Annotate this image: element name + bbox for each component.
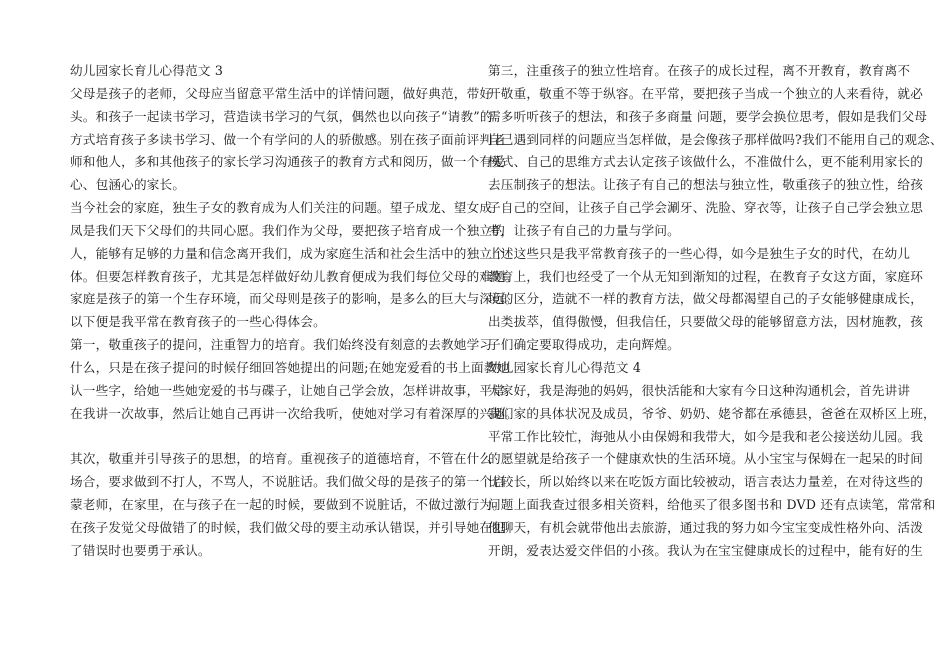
text-line: 去压制孩子的想法。让孩子有自己的想法与独立性，敬重孩子的独立性，给孩 [488,177,923,193]
text-line: 了错误时也要勇于承认。 [70,542,211,558]
text-line: 的愿望就是给孩子一个健康欢快的生活环境。从小宝宝与保姆在一起呆的时间 [488,451,923,467]
text-line: 头。和孩子一起读书学习，营造读书学习的气氛，偶然也以向孩子“请教”的 [70,108,493,124]
text-line: 我们家的具体状况及成员，爷爷、奶奶、姥爷都在承德县，爸爸在双桥区上班， [488,405,936,421]
text-line: 上述这些只是我平常教育孩子的一些心得，如今是独生子女的时代，在幼儿 [488,245,911,261]
text-line: 问题上面我查过很多相关资料，给他买了很多图书和 DVD 还有点读笔，常常和 [488,497,936,513]
text-line: 自己遇到同样的问题应当怎样做，是会像孩子那样做吗?我们不能用自己的观念、 [488,131,943,147]
text-line: 当今社会的家庭，独生子女的教育成为人们关注的问题。望子成龙、望女成 [70,200,493,216]
text-line: 以下便是我平常在教育孩子的一些心得体会。 [70,314,326,330]
text-line: 第三，注重孩子的独立性培育。在孩子的成长过程，离不开教育，教育离不 [488,63,911,78]
text-line: 其次，敬重并引导孩子的思想，的培育。重视孩子的道德培育，不管在什么 [70,451,493,467]
text-line: 家庭是孩子的第一个生存环境，而父母则是孩子的影响，是多么的巨大与深远。 [70,291,518,307]
text-line: 教育上，我们也经受了一个从无知到渐知的过程，在教育子女这方面，家庭环 [488,268,923,284]
text-line: 需多听听孩子的想法，和孩子多商量 问题，要学会换位思考，假如是我们父母 [488,108,928,124]
text-line: 子们确定要取得成功，走向辉煌。 [488,337,680,353]
text-line: 父母是孩子的老师，父母应当留意平常生活中的详情问题，做好典范，带好 [70,85,493,101]
text-line: 在孩子发觉父母做错了的时候，我们做父母的要主动承认错误，并引导她在犯 [70,519,505,535]
text-line: 他聊天，有机会就带他出去旅游，通过我的努力如今宝宝变成性格外向、活泼 [488,519,923,535]
text-line: 比较长，所以始终以来在吃饭方面比较被动，语言表达力量差，在对待这些的 [488,474,923,490]
text-line: 境的区分，造就不一样的教育方法，做父母都渴望自己的子女能够健康成长， [488,291,923,307]
text-line: 开朗，爱表达爱交伴侣的小孩。我认为在宝宝健康成长的过程中，能有好的生 [488,542,923,558]
text-line: 幼儿园家长育儿心得范文 4 [488,359,642,375]
text-line: 认一些字，给她一些她宠爱的书与碟子，让她自己学会放，怎样讲故事，平常 [70,382,505,398]
text-line: 方式培育孩子多读书学习、做一个有学问的人的骄傲感。别在孩子面前评判老 [70,131,505,147]
text-line: 平常工作比较忙，海弛从小由保姆和我带大，如今是我和老公接送幼儿园。我 [488,428,923,444]
text-line: 蒙老师，在家里，在与孩子在一起的时候，要做到不说脏话，不做过激行为。 [70,497,505,513]
text-line: 场合，要求做到不打人，不骂人，不说脏话。我们做父母的是孩子的第一个启 [70,474,505,490]
blank-line [70,426,462,449]
text-line: 幼儿园家长育儿心得范文 3 [70,63,224,78]
text-line: 心、包涵心的家长。 [70,177,186,193]
text-line: 出类拔萃，值得傲慢，但我信任，只要做父母的能够留意方法，因材施教，孩 [488,314,923,330]
right-column [488,60,943,563]
text-line: 人，能够有足够的力量和信念离开我们，成为家庭生活和社会生活中的独立个 [70,245,505,261]
text-line: 师和他人，多和其他孩子的家长学习沟通孩子的教育方式和阅历，做一个有爱 [70,154,505,170]
text-line: 考，让孩子有自己的力量与学问。 [488,222,680,238]
left-column [70,60,518,563]
text-line: 大家好，我是海弛的妈妈，很快活能和大家有今日这种沟通机会，首先讲讲 [488,382,911,398]
text-line: 子自己的空间，让孩子自己学会涮牙、洗脸、穿衣等，让孩子自己学会独立思 [488,200,923,216]
text-line: 开敬重，敬重不等于纵容。在平常，要把孩子当成一个独立的人来看待，就必 [488,85,923,101]
text-line: 什么，只是在孩子提问的时候仔细回答她提出的问题;在她宠爱看的书上面教她 [70,359,510,375]
text-line: 在我讲一次故事，然后让她自己再讲一次给我听，使她对学习有着深厚的兴趣。 [70,405,518,421]
text-line: 模式、自己的思维方式去认定孩子该做什么，不准做什么，更不能利用家长的 [488,154,923,170]
text-line: 体。但要怎样教育孩子，尤其是怎样做好幼儿教育便成为我们每位父母的难题。 [70,268,518,284]
text-line: 凤是我们天下父母们的共同心愿。我们作为父母，要把孩子培育成一个独立的 [70,222,505,238]
text-line: 第一，敬重孩子的提问，注重智力的培育。我们始终没有刻意的去教她学习 [70,337,493,353]
